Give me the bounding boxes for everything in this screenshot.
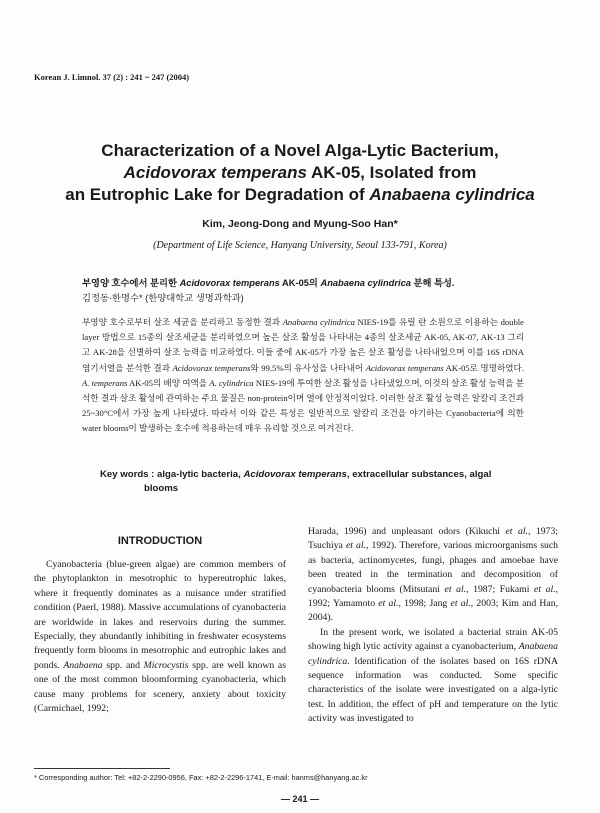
- keywords-label: Key words :: [100, 469, 158, 480]
- intro-text-run: , 1992; Yamamoto: [308, 583, 558, 610]
- title-line-1: Characterization of a Novel Alga-Lytic Bacterium,: [101, 141, 499, 160]
- right-column: [308, 525, 558, 727]
- keywords-part: , extracellular substances, algal: [346, 469, 492, 480]
- korean-abstract-italic-run: A. cylindrica: [209, 377, 254, 388]
- korean-abstract-run: AK-05로 명명하였다.: [443, 362, 525, 373]
- intro-text-run: In the present work, we isolated a bacterial strain AK-05 showing high lytic activity against a cyanobacterium,: [308, 626, 558, 653]
- footnote-rule: [34, 768, 170, 769]
- korean-authors: 김정동·한명수* (한양대학교 생명과학과): [82, 293, 244, 303]
- korean-title-species: Acidovorax temperans: [179, 278, 280, 288]
- keywords-part: blooms: [144, 483, 179, 494]
- korean-title: [82, 275, 455, 289]
- journal-citation: Korean J. Limnol. 37 (2) : 241 ~ 247 (2004): [34, 72, 190, 82]
- korean-abstract-italic-run: A. temperans: [82, 377, 128, 388]
- intro-text-italic-run: et al.: [345, 540, 367, 552]
- intro-text-run: , 1973; Tsuchiya: [308, 526, 558, 552]
- intro-text-italic-run: et al.: [534, 583, 556, 595]
- intro-text-italic-run: Anabaena: [63, 659, 103, 671]
- keywords-part: alga-lytic bacteria,: [157, 469, 244, 480]
- korean-abstract-run: NIES-19를 유릴 란 소원으로 이용하는 double layer 방법으로 15종의 살조세균을 분리하였으며 높은 살조 활성을 나타내는 4종의 살조세균 AK-05, AK-07, AK-13 그리고 AK-28을 선별하여 살조 능력을 비교하였다. 이들 중에 AK-05가 가장 높은 살조 활성을 나타내었으며 이를 16S rDNA 염기서열을 분석한 결과: [82, 317, 524, 373]
- corresponding-author-footnote: * Corresponding author: Tel: +82-2-2290-0956, Fax: +82-2-2296-1741, E-mail: hanms@hanyang.ac.kr: [34, 773, 368, 782]
- intro-text-run: , 2003; Kim and Han, 2004).: [308, 598, 558, 624]
- intro-text-run: , 1992). Therefore, various microorganisms such as bacteria, actinomycetes, fungi, phages and amoebae have been treated in the termination and decomposition of cyanobacteria blooms (Mitsutani: [308, 540, 558, 595]
- korean-abstract-italic-run: Anabaena cylindrica: [282, 317, 355, 327]
- intro-text-run: . Identification of the isolates based on 16S rDNA sequence information was conducted. Some specific characteristics of the isolate were investigated on a alga-lytic test. In addition, the effect of pH and temperature on the lytic activity was investigated to: [308, 655, 558, 725]
- paper-title: [40, 140, 560, 206]
- intro-paragraph-1: [34, 558, 286, 716]
- korean-abstract-run: 부영양 호수로부터 살조 세균을 분리하고 동정한 결과: [82, 317, 283, 327]
- intro-text-run: Cyanobacteria (blue-green algae) are common members of the phytoplankton in mesotrophic to hypereutrophic lakes, where it frequently dominates as a nuisance under stratified condition (Paerl, 1988). Massive accumulations of cyanobacteria are worldwide in lakes and reservoirs during the summer. Especially, they abundantly inhibiting in freshwater ecosystems frequently form blooms in mesotrophic and eutrophic lakes and ponds.: [34, 559, 286, 671]
- intro-text-italic-run: Anabaena cylindrica: [308, 641, 558, 667]
- intro-paragraph-2: [308, 626, 558, 727]
- intro-text-run: spp. are well known as one of the most common bloomforming cyanobacteria, which cause many problems for scenery, anxiety about toxicity (Carmichael, 1992;: [34, 659, 287, 715]
- intro-text-italic-run: et al.: [505, 526, 528, 537]
- korean-abstract-run: AK-05의 배양 여액을: [127, 377, 210, 388]
- korean-abstract: [82, 315, 524, 437]
- intro-text-italic-run: et al.: [444, 583, 467, 595]
- page-number: — 241 —: [280, 794, 320, 804]
- korean-title-part: 부영양 호수에서 분리한: [82, 278, 180, 288]
- korean-title-part: 분해 특성.: [410, 278, 455, 288]
- title-line-2-rest: AK-05, Isolated from: [306, 163, 477, 182]
- title-line-3: [40, 184, 560, 206]
- korean-abstract-italic-run: Acidovorax temperans: [365, 362, 444, 373]
- keywords: [100, 468, 520, 496]
- introduction-heading: INTRODUCTION: [117, 535, 203, 547]
- korean-title-species: Anabaena cylindrica: [320, 278, 411, 288]
- korean-title-part: AK-05의: [279, 278, 321, 288]
- affiliation: (Department of Life Science, Hanyang University, Seoul 133-791, Korea): [153, 240, 447, 251]
- intro-text-run: Harada, 1996) and unpleasant odors (Kikuchi: [308, 526, 506, 537]
- title-line-3-pre: an Eutrophic Lake for Degradation of: [65, 185, 370, 204]
- left-column: [34, 558, 286, 716]
- intro-text-run: spp. and: [102, 659, 144, 671]
- keywords-species: Acidovorax temperans: [243, 469, 347, 480]
- intro-text-run: , 1987; Fukami: [466, 583, 535, 595]
- korean-abstract-run: 와 99.5%의 유사성을 나타내어: [250, 362, 366, 373]
- korean-abstract-italic-run: Acidovorax temperans: [172, 362, 251, 373]
- authors: Kim, Jeong-Dong and Myung-Soo Han*: [202, 218, 398, 230]
- title-line-2: [40, 162, 560, 184]
- intro-text-italic-run: Microcystis: [143, 659, 189, 671]
- korean-abstract-run: NIES-19에 투여한 살조 활성을 나타냈었으며, 이것의 살조 활성 능력을 분석한 결과 살조 활성에 관여하는 주요 물질은 non-protein이며 열에 안정적이었다. 이러한 살조 활성 능력은 알칼리 조건과 25~30°C에서 가장 높게 나타냈다. 따라서 이와 같은 특성은 일반적으로 알칼리 조건을 야기하는 Cyanobacteria에 의한 water blooms이 발생하는 호수에 적용하는데 매우 유리할 것으로 여겨진다.: [82, 377, 524, 434]
- title-species-2: Anabaena cylindrica: [369, 185, 535, 204]
- intro-text-italic-run: et al.: [450, 598, 471, 610]
- intro-paragraph-1-cont: [308, 525, 558, 626]
- intro-text-italic-run: et al.: [378, 598, 399, 610]
- title-species: Acidovorax temperans: [123, 163, 307, 182]
- intro-text-run: , 1998; Jang: [398, 598, 451, 610]
